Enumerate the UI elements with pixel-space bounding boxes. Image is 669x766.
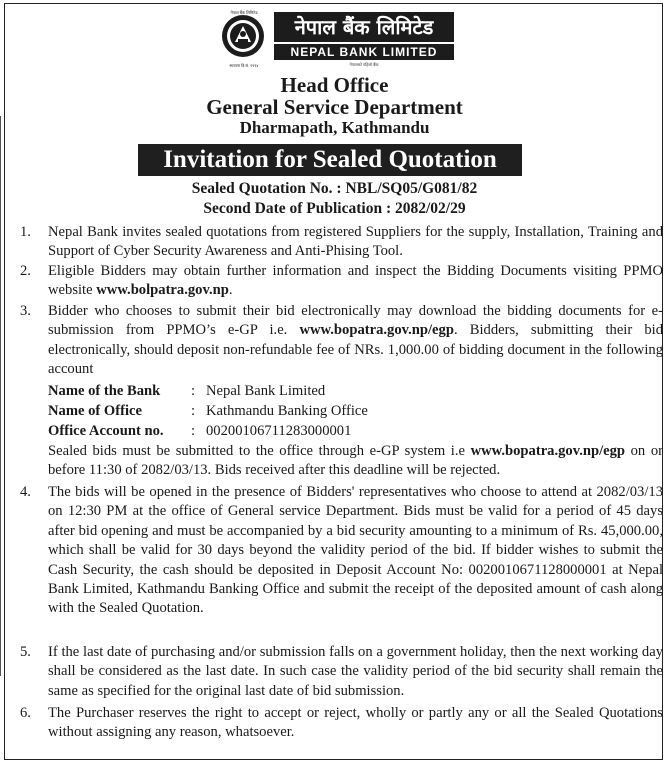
- list-item: [20, 643, 663, 703]
- item-text: If the last date of purchasing and/or submission falls on a government holiday, then the next working day shall be considered as the last date. In such case the validity period of the bid security shall remain the same as specified for the original last date of bid submission.: [48, 644, 663, 699]
- item-number: 3.: [20, 303, 31, 319]
- account-value: 00200106711283000001: [206, 423, 352, 439]
- office-label: Name of Office: [48, 403, 143, 419]
- logo-tagline: नेपालको पहिलो बैंक: [349, 62, 379, 67]
- item-text: Eligible Bidders may obtain further information and inspect the Bidding Documents visiting PPMO website www.bolpatra.gov.np.: [48, 263, 663, 299]
- notice-title: Invitation for Sealed Quotation: [138, 144, 522, 176]
- item-number: 1.: [20, 224, 31, 240]
- item-text: The Purchaser reserves the right to accept or reject, wholly or partly any or all the Sealed Quotations without assigning any reason, whatsoever.: [48, 705, 663, 741]
- office-heading: Head Office: [280, 73, 389, 97]
- bank-seal-icon: [221, 14, 265, 58]
- item-text: Bidder who chooses to submit their bid electronically may download the bidding documents for e-submission from PPMO’s e-GP i.e. www.bopatra.gov.np/egp. Bidders, submitting their bid electronically, should deposit non-refundable fee of NRs. 1,000.00 of bidding document in the following account: [48, 303, 663, 378]
- publication-date: Second Date of Publication : 2082/02/29: [203, 200, 466, 217]
- seal-caption-top: नेपाल बैंक लिमिटेड: [230, 10, 258, 15]
- office-value: Kathmandu Banking Office: [206, 403, 368, 419]
- list-item: [20, 483, 663, 640]
- item-number: 4.: [20, 484, 31, 500]
- address-heading: Dharmapath, Kathmandu: [239, 118, 430, 137]
- item-number: 5.: [20, 644, 31, 660]
- list-item: [20, 262, 663, 302]
- bank-label: Name of the Bank: [48, 383, 161, 399]
- item-number: 2.: [20, 263, 31, 279]
- egp-deadline-link[interactable]: www.bopatra.gov.np/egp: [470, 443, 626, 459]
- item-text: The bids will be opened in the presence of Bidders' representatives who choose to attend at 2082/03/13 on 12:30 PM at the office of General service Department. Bids must be valid for a period of 45 days after bid opening and must be accompanied by a bid security amounting to a minimum of Rs. 45,000.00, which shall be valid for 30 days beyond the validity period of the bid. If bidder wishes to submit the Cash Security, the cash should be deposited in Deposit Account No: 0020010671128000001 at Nepal Bank Limited, Kathmandu Banking Office and submit the receipt of the deposited amount of cash along with the Sealed Quotation.: [48, 484, 663, 617]
- department-heading: General Service Department: [206, 95, 463, 119]
- item-text: Nepal Bank invites sealed quotations from registered Suppliers for the supply, Installation, Training and Support of Cyber Security Awareness and Anti-Phising Tool.: [48, 224, 663, 260]
- ppmo-website-link[interactable]: www.bolpatra.gov.np: [96, 282, 229, 299]
- deadline-paragraph: [20, 442, 663, 482]
- quotation-number: Sealed Quotation No. : NBL/SQ05/G081/82: [191, 180, 478, 197]
- seal-caption-bottom: स्थापना वि.सं. १९९४: [229, 63, 259, 68]
- deadline-text: Sealed bids must be submitted to the office through e-GP system i.e www.bopatra.gov.np/egp on or before 11:30 of 2082/03/13. Bids received after this deadline will be rejected.: [48, 443, 663, 479]
- item-number: 6.: [20, 705, 31, 721]
- bank-name-english: NEPAL BANK LIMITED: [274, 44, 454, 60]
- list-item: [20, 223, 663, 263]
- bank-name-nepali: नेपाल बैंक लिमिटेड: [274, 12, 454, 42]
- bank-value: Nepal Bank Limited: [206, 383, 326, 399]
- egp-link[interactable]: www.bopatra.gov.np/egp: [299, 322, 454, 339]
- list-item: [20, 302, 663, 378]
- bank-logo: [216, 10, 456, 72]
- account-label: Office Account no.: [48, 423, 164, 439]
- list-item: [20, 704, 663, 744]
